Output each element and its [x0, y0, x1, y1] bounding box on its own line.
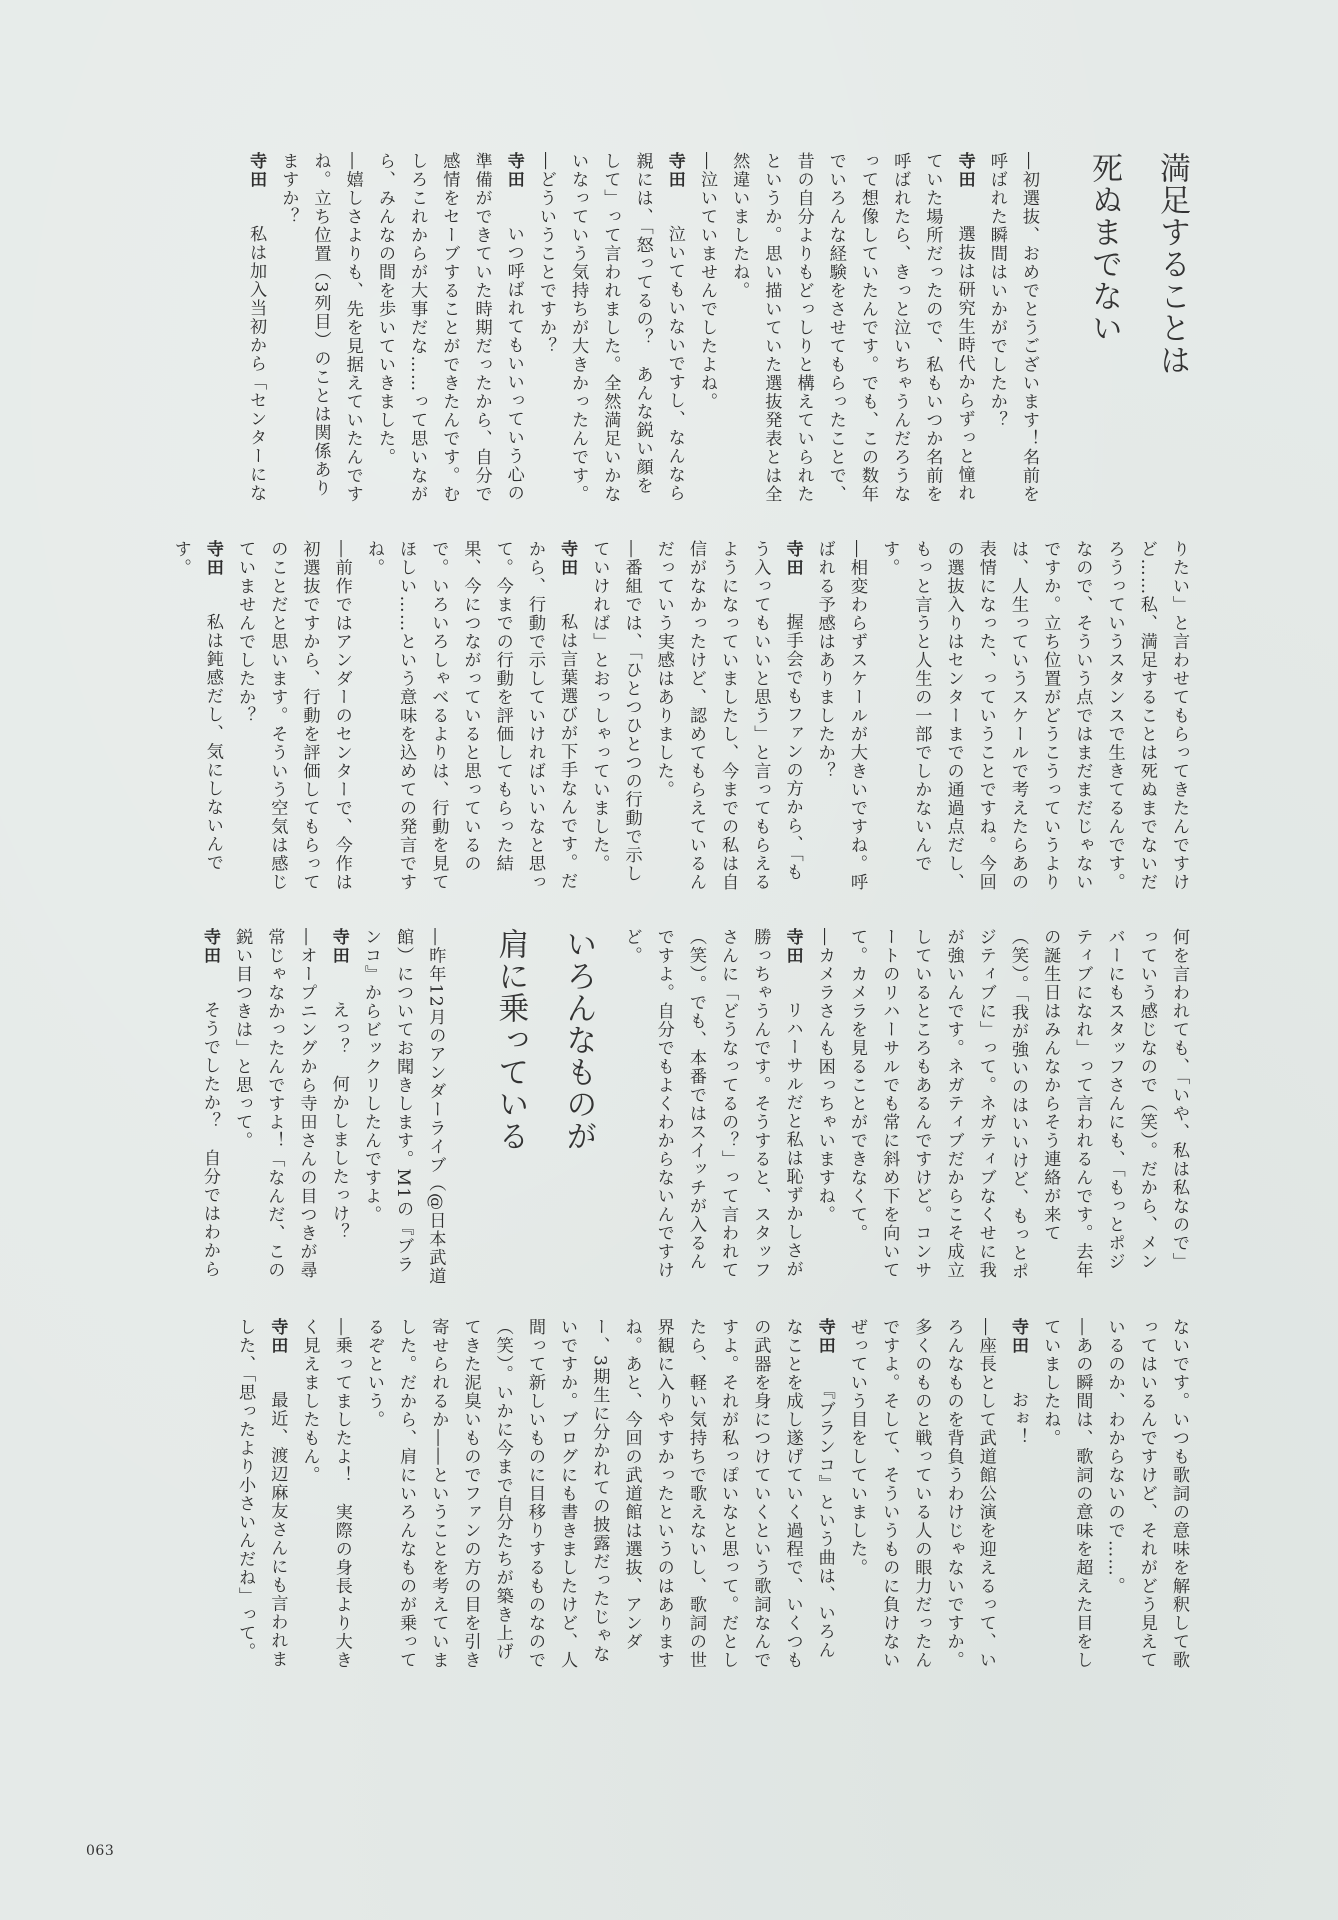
answer: 寺田 えっ？ 何かしましたっけ？ — [328, 928, 349, 1242]
question: ―どういうことですか？ — [535, 152, 556, 356]
heading-line-1: いろんなものが — [560, 928, 597, 1152]
question: ―昨年12月のアンダーライブ（@日本武道館）についてお聞きします。M1の『ブランコ』からビックリしたんですよ。 — [360, 928, 446, 1286]
question: ―相変わらずスケールが大きいですね。呼ばれる予感はありましたか？ — [814, 540, 867, 892]
heading-shoulders — [487, 928, 601, 1286]
question: ―座長として武道館公演を迎えるって、いろんなものを背負うわけじゃないですか。多くのものと戦っている人の眼力だったんですよ。そして、そういうものに負けないぜっていう目をしていました。 — [846, 1318, 996, 1670]
speaker-label: 寺田 — [782, 540, 803, 577]
answer: 寺田 おぉ！ — [1007, 1318, 1028, 1447]
spacer — [1045, 152, 1059, 510]
answer: 寺田 『ブランコ』という曲は、いろんなことを成し遂げていく過程で、いくつもの武器を身につけていくという歌詞なんですよ。それが私っぽいなと思って。だとしたら、軽い気持ちで歌えないし、歌詞の世界観に入りやすかったというのはありますね。あと、今回の武道館は選抜、アンダー、3期生に分かれての披露だったじゃないですか。ブログにも書きましたけど、人間って新しいものに目移りするものなので（笑）。いかに今まで自分たちが築き上げてきた泥臭いものでファンの方の目を引き寄せられるか――ということを考えていました。だから、肩にいろんなものが乗ってるぞという。 — [363, 1318, 835, 1670]
speaker-label: 寺田 — [202, 540, 223, 577]
heading-line-2: 死ぬまでない — [1086, 152, 1122, 344]
question: ―嬉しさよりも、先を見据えていたんですね。立ち位置（3列目）のことは関係ありますか？ — [278, 152, 363, 504]
answer: 寺田 私は鈍感だし、気にしないんです。 — [170, 540, 223, 872]
speaker-label: 寺田 — [503, 152, 524, 189]
speaker-label: 寺田 — [199, 928, 220, 965]
answer: 寺田 泣いてもいないですし、なんなら親には、「怒ってるの？ あんな鋭い顔をして」って言われました。全然満足いかないなっていう気持ちが大きかったんです。 — [568, 152, 685, 504]
answer-continued: ないです。いつも歌詞の意味を解釈して歌ってはいるんですけど、それがどう見えているのか、わからないので……。 — [1104, 1318, 1189, 1670]
page-number: 063 — [86, 1843, 115, 1859]
spacer — [601, 928, 615, 1286]
speaker-label: 寺田 — [246, 152, 267, 189]
question: ―あの瞬間は、歌詞の意味を超えた目をしていましたね。 — [1040, 1318, 1093, 1670]
speaker-label: 寺田 — [782, 928, 803, 965]
question: ―乗ってましたよ！ 実際の身長より大きく見えましたもん。 — [299, 1318, 352, 1670]
answer: 寺田 選抜は研究生時代からずっと憧れていた場所だったので、私もいつか名前を呼ばれたら、きっと泣いちゃうんだろうなって想像していたんです。でも、この数年でいろんな経験をさせてもらったことで、昔の自分よりもどっしりと構えていられたというか。思い描いていた選抜発表とは全然違いましたね。 — [729, 152, 975, 504]
heading-line-1: 満足することは — [1154, 152, 1190, 376]
text-tier-4 — [160, 1318, 1195, 1676]
text-tier-3 — [160, 928, 1195, 1286]
answer: 寺田 私は言葉選びが下手なんです。だから、行動で示していければいいなと思って。今までの行動を評価してもらった結果、今につながっていると思っているので。いろいろしゃべるよりは、行動を見てほしい……という意味を込めての発言ですね。 — [363, 540, 578, 892]
heading-line-2: 肩に乗っている — [492, 928, 529, 1152]
answer: 寺田 私は加入当初から「センターにな — [246, 152, 267, 503]
answer: 寺田 最近、渡辺麻友さんにも言われました、「思ったより小さいんだね」って。 — [235, 1318, 288, 1669]
speaker-label: 寺田 — [267, 1318, 288, 1355]
speaker-label: 寺田 — [557, 540, 578, 577]
question: ―前作ではアンダーのセンターで、今作は初選抜ですから、行動を評価してもらってのことだと思います。そういう空気は感じていませんでしたか？ — [235, 540, 352, 892]
answer-continued: 何を言われても、「いや、私は私なので」っていう感じなので（笑）。だから、メンバーにもスタッフさんにも、「もっとポジティブになれ」って言われるんです。去年の誕生日はみんなからそう連絡が来て（笑）。「我が強いのはいいけど、もっとポジティブに」って。ネガティブなくせに我が強いんです。ネガティブだからこそ成立しているところもあるんですけど。コンサートのリハーサルでも常に斜め下を向いてて。カメラを見ることができなくて。 — [846, 928, 1189, 1281]
question: ―オープニングから寺田さんの目つきが尋常じゃなかったんですよ！「なんだ、この鋭い目つきは」と思って。 — [232, 928, 317, 1280]
question: ―泣いていませんでしたよね。 — [696, 152, 717, 411]
answer: 寺田 握手会でもファンの方から、「もう入ってもいいと思う」と言ってもらえるようになっていましたし、今までの私は自信がなかったけど、認めてもらえているんだっていう実感はありました。 — [653, 540, 803, 892]
speaker-label: 寺田 — [954, 152, 975, 189]
speaker-label: 寺田 — [1007, 1318, 1028, 1355]
question: ―カメラさんも困っちゃいますね。 — [814, 928, 835, 1224]
answer: 寺田 いつ呼ばれてもいいっていう心の準備ができていた時期だったから、自分で感情をセーブすることができたんです。むしろこれからが大事だな……って思いながら、みんなの間を歩いていきました。 — [374, 152, 524, 504]
answer-continued: りたい」と言わせてもらってきたんですけど……私、満足することは死ぬまでないだろうっていうスタンスで生きてるんです。なので、そういう点ではまだまだじゃないですか。立ち位置がどうこうっていうよりは、人生っていうスケールで考えたらあの表情になった、っていうことですね。今回の選抜入りはセンターまでの通過点だし、もっと言うと人生の一部でしかないんです。 — [879, 540, 1189, 892]
text-tier-2 — [160, 540, 1195, 898]
speaker-label: 寺田 — [814, 1318, 835, 1355]
answer: 寺田 リハーサルだと私は恥ずかしさが勝っちゃうんです。そうすると、スタッフさんに「どうなってるの？」って言われて（笑）。でも、本番ではスイッチが入るんですよ。自分でもよくわからないんですけど。 — [621, 928, 803, 1280]
speaker-label: 寺田 — [664, 152, 685, 189]
question: ―番組では、「ひとつひとつの行動で示していければ」とおっしゃっていました。 — [589, 540, 642, 883]
speaker-label: 寺田 — [328, 928, 349, 965]
text-tier-1 — [160, 152, 1195, 510]
answer: 寺田 そうでしたか？ 自分ではわから — [199, 928, 220, 1279]
question: ―初選抜、おめでとうございます！名前を呼ばれた瞬間はいかがでしたか？ — [986, 152, 1039, 504]
spacer — [451, 928, 465, 1286]
heading-satisfaction — [1081, 152, 1195, 510]
